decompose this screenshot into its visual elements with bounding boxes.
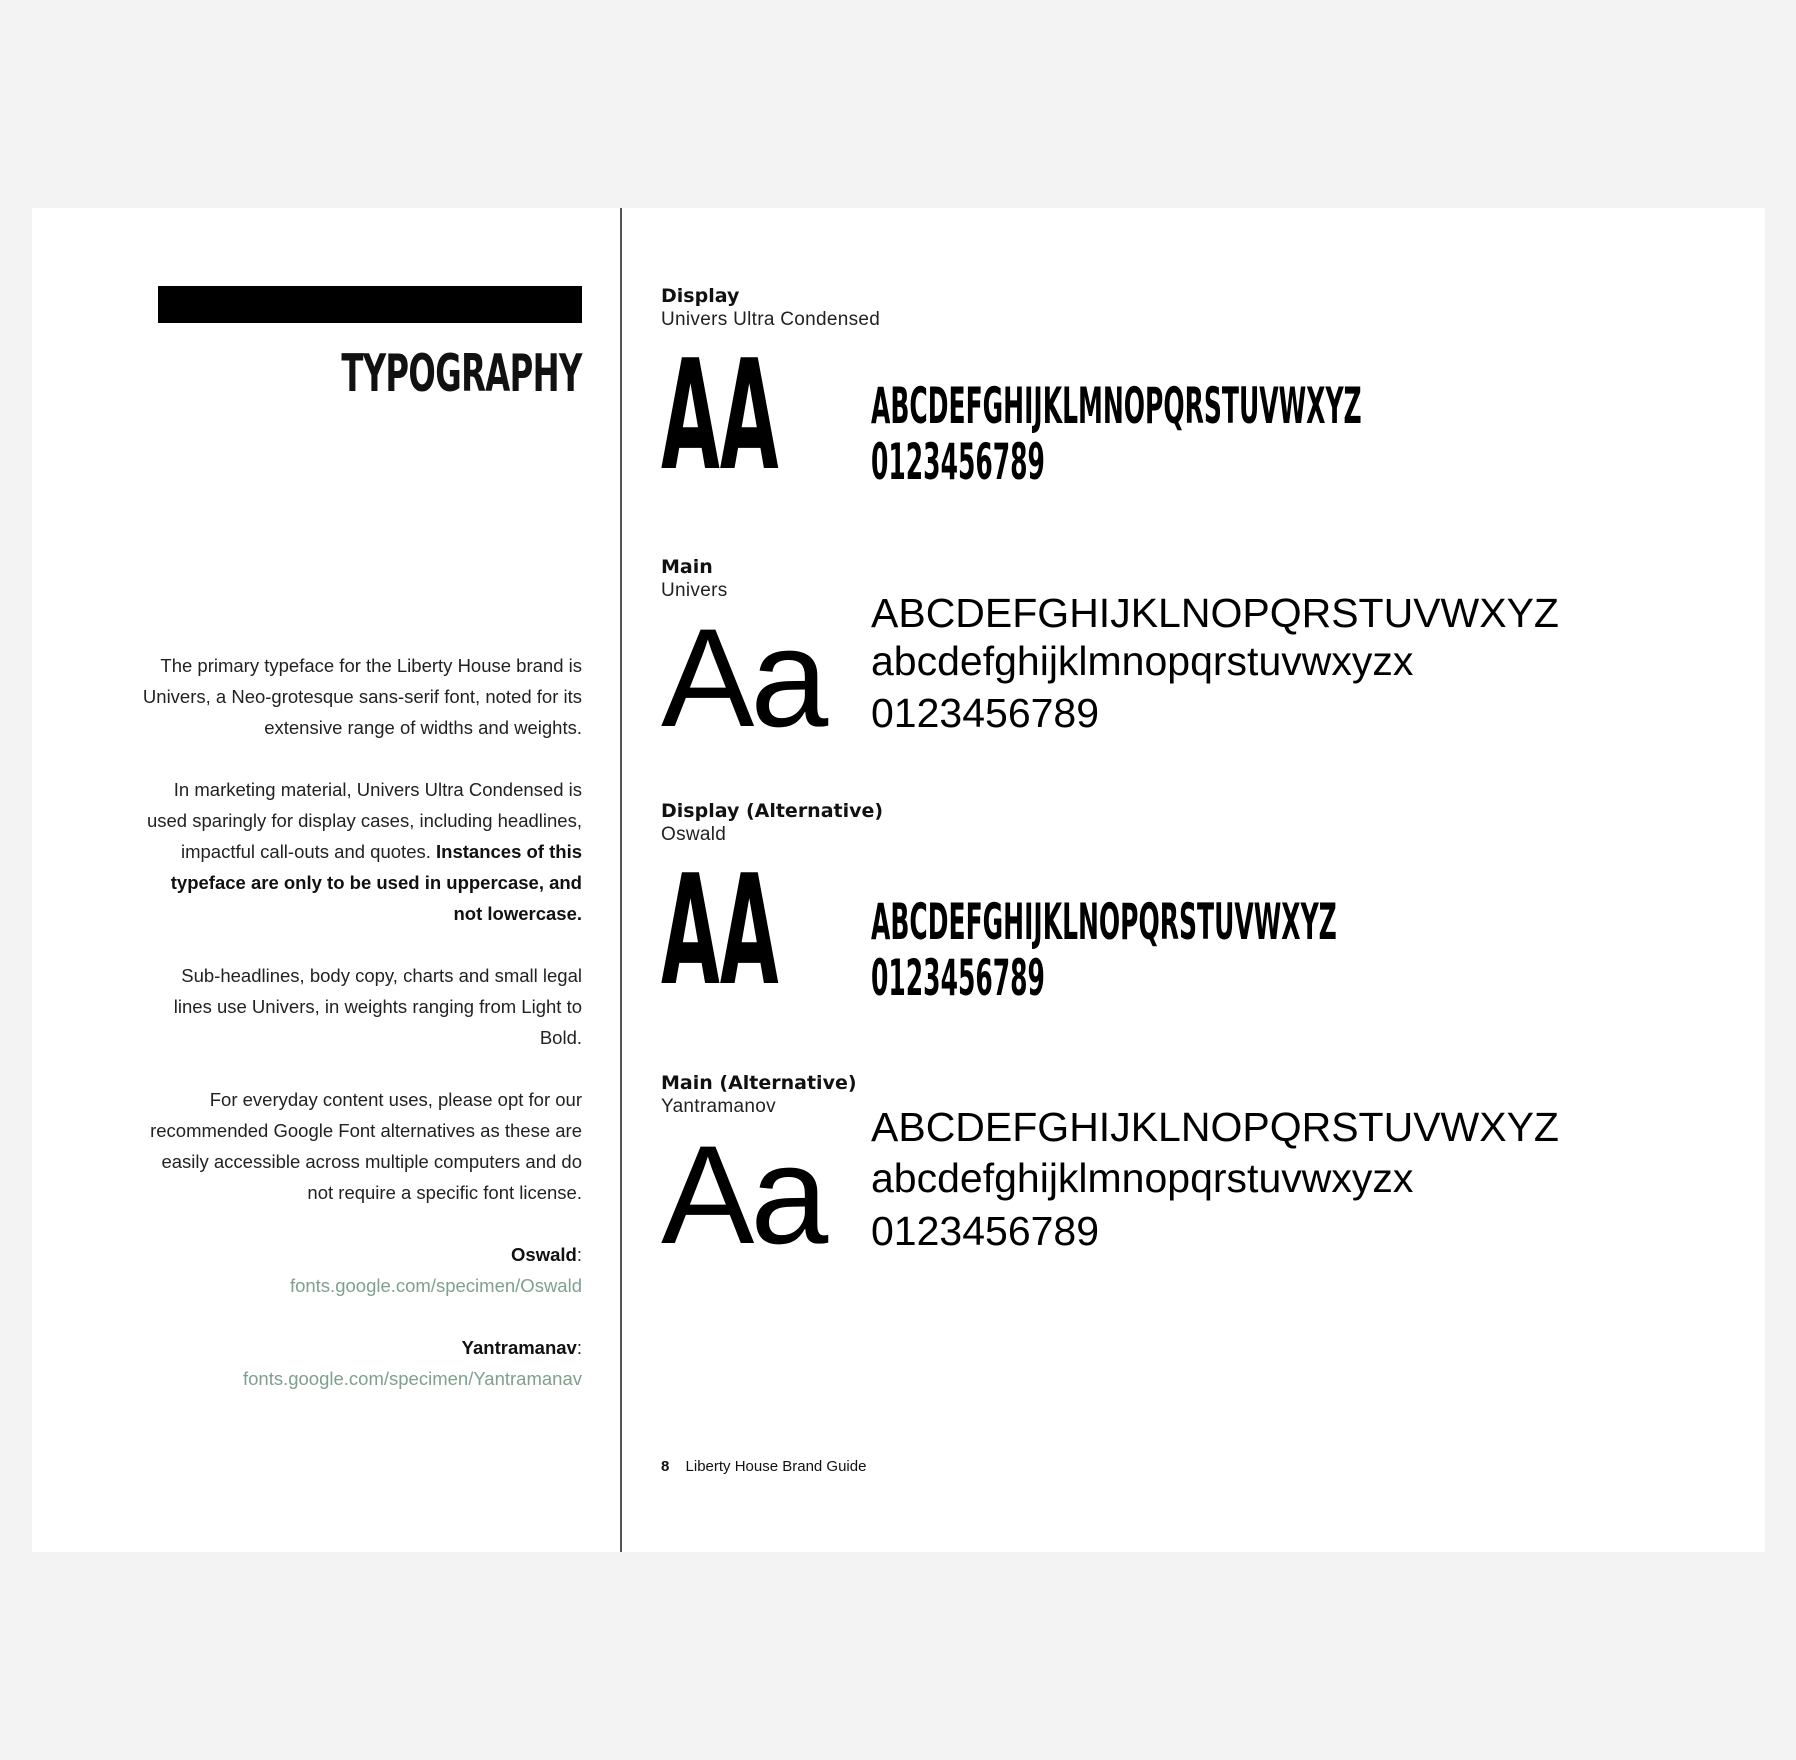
specimen-main-uppercase: ABCDEFGHIJKLNOPQRSTUVWXYZ <box>871 590 1559 636</box>
specimen-main-alt-header <box>661 1072 857 1119</box>
specimen-display-alt-uppercase: ABCDEFGHIJKLNOPQRSTUVWXYZ <box>871 893 1337 951</box>
specimen-display-alt-digits: 0123456789 <box>871 949 1045 1007</box>
page-title: TYPOGRAPHY <box>341 344 582 404</box>
page-number: 8 <box>661 1458 670 1475</box>
intro-paragraph-4: For everyday content uses, please opt for our recommended Google Font alternatives as these are easily accessible across multiple computers and do not require a specific font license. <box>150 1089 582 1203</box>
specimen-label: Display (Alternative) <box>661 800 884 822</box>
specimen-main-alt-uppercase: ABCDEFGHIJKLNOPQRSTUVWXYZ <box>871 1104 1559 1150</box>
oswald-label: Oswald <box>511 1244 577 1265</box>
intro-paragraph-3: Sub-headlines, body copy, charts and small legal lines use Univers, in weights ranging from Light to Bold. <box>173 965 582 1048</box>
oswald-colon: : <box>576 1244 582 1265</box>
specimen-display-header <box>661 285 880 332</box>
specimen-display-uppercase: ABCDEFGHIJKLMNOPQRSTUVWXYZ <box>871 377 1362 435</box>
oswald-link[interactable]: fonts.google.com/specimen/Oswald <box>289 1275 582 1296</box>
specimen-label: Main <box>661 556 713 578</box>
page-footer <box>661 1458 866 1475</box>
specimen-font-name: Oswald <box>661 824 727 845</box>
specimen-main-big-glyphs: Aa <box>661 599 825 756</box>
specimen-label: Display <box>661 285 740 307</box>
specimen-main-alt-lowercase: abcdefghijklmnopqrstuvwxyzx <box>871 1155 1414 1201</box>
specimen-main-digits: 0123456789 <box>871 690 1100 736</box>
brand-guide-spread <box>32 208 1765 1552</box>
specimen-main-alt-big-glyphs: Aa <box>661 1116 825 1273</box>
specimen-display-alt-header <box>661 800 883 847</box>
specimen-display-digits: 0123456789 <box>871 433 1045 491</box>
guide-name: Liberty House Brand Guide <box>685 1458 867 1475</box>
typography-description <box>142 650 582 1425</box>
yantramanav-reference <box>142 1332 582 1394</box>
intro-paragraph-1: The primary typeface for the Liberty House brand is Univers, a Neo-grotesque sans-serif font, noted for its extensive range of widths and weights. <box>142 655 582 738</box>
page-gutter-divider <box>620 208 622 1552</box>
specimen-font-name: Yantramanov <box>661 1096 776 1117</box>
oswald-reference <box>142 1239 582 1301</box>
specimen-main-alt-digits: 0123456789 <box>871 1208 1100 1254</box>
yantramanav-label: Yantramanav <box>461 1337 577 1358</box>
specimen-display-alt-big-glyphs: AA <box>661 842 779 1019</box>
section-header-bar <box>158 286 582 323</box>
yantramanav-colon: : <box>576 1337 582 1358</box>
specimen-font-name: Univers Ultra Condensed <box>661 309 881 330</box>
specimen-font-name: Univers <box>661 580 728 601</box>
specimen-main-header <box>661 556 728 603</box>
intro-paragraph-2-text: In marketing material, Univers Ultra Condensed is used sparingly for display cases, including headlines, impactful call-outs and quotes. <box>146 779 582 862</box>
yantramanav-link[interactable]: fonts.google.com/specimen/Yantramanav <box>242 1368 582 1389</box>
specimen-display-big-glyphs: AA <box>661 327 779 504</box>
specimen-main-lowercase: abcdefghijklmnopqrstuvwxyzx <box>871 638 1414 684</box>
specimen-label: Main (Alternative) <box>661 1072 857 1094</box>
intro-paragraph-2 <box>142 774 582 929</box>
uppercase-rule: Instances of this typeface are only to be used in uppercase, and not lowercase. <box>170 841 582 924</box>
